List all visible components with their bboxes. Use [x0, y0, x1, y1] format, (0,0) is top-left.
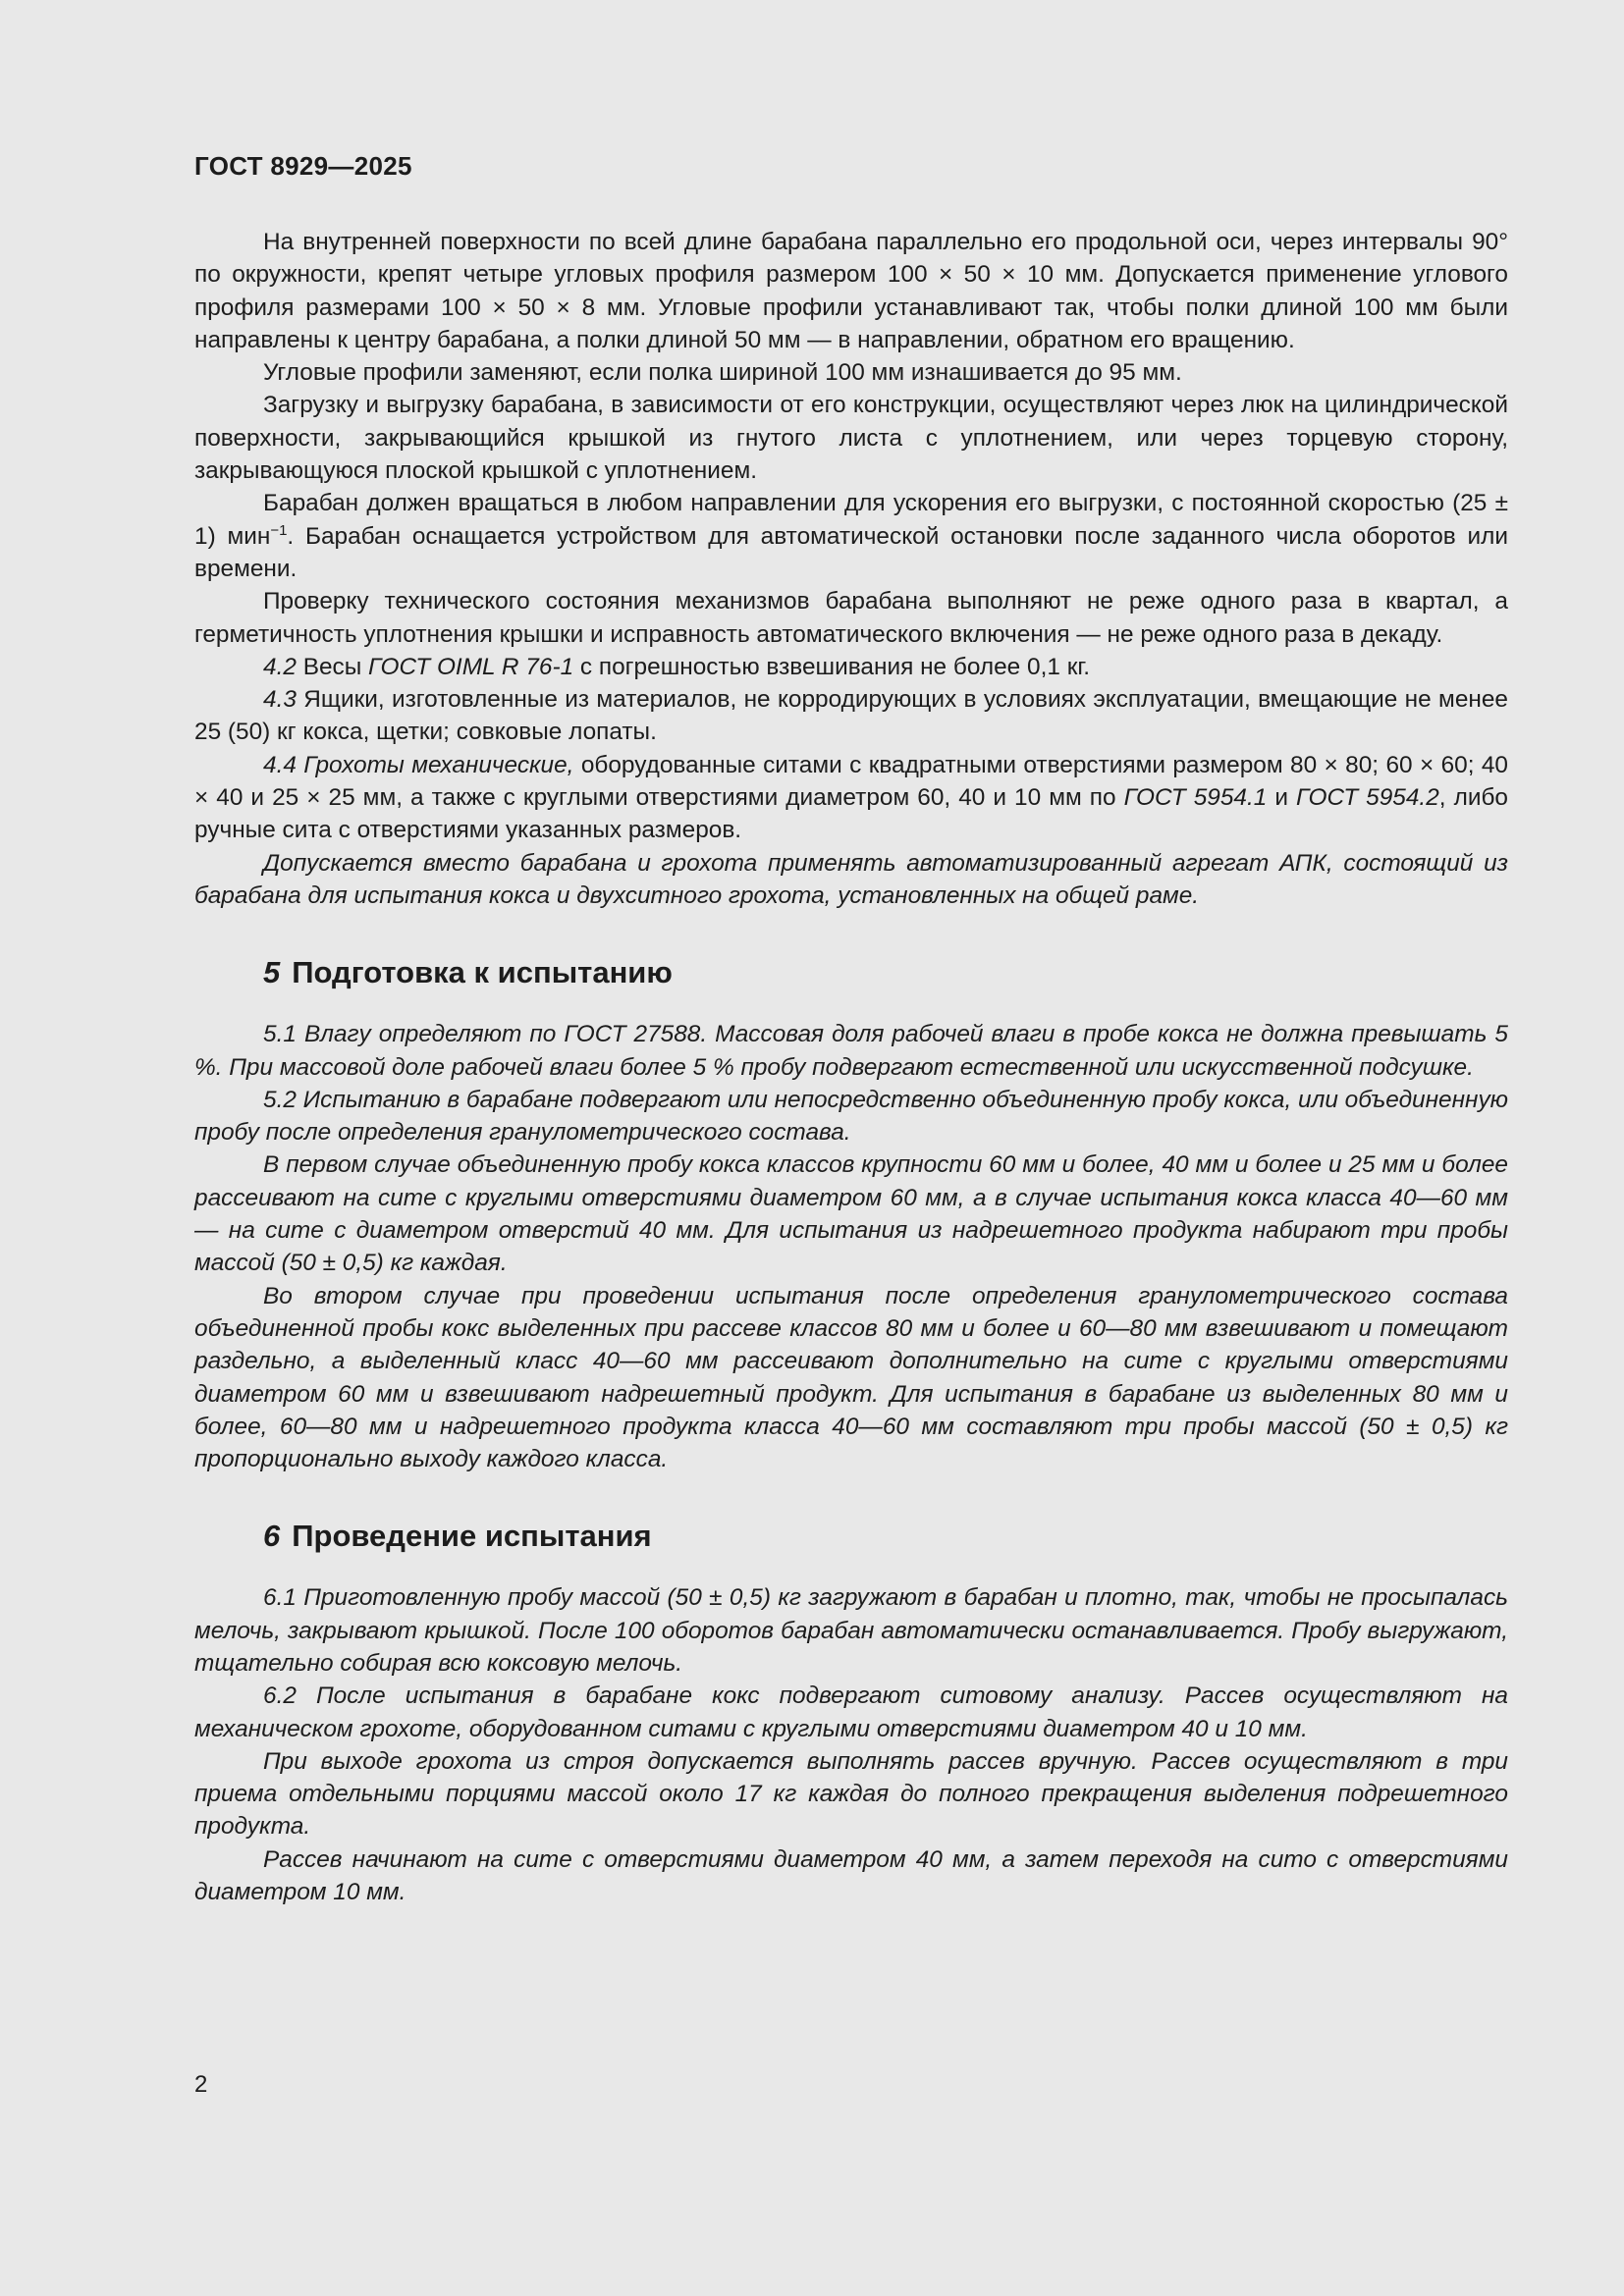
- paragraph-6-2: 6.2 После испытания в барабане кокс подвергают ситовому анализу. Рассев осуществляют на механическом грохоте, оборудованном ситами с круглыми отверстиями диаметром 40 и 10 мм.: [194, 1682, 1508, 1742]
- clause-term: Грохоты механические,: [296, 751, 574, 778]
- speed-text-after: . Барабан оснащается устройством для автоматической остановки после заданного числа оборотов или времени.: [194, 522, 1509, 582]
- document-header: ГОСТ 8929—2025: [194, 151, 412, 181]
- paragraph-5-2: 5.2 Испытанию в барабане подвергают или непосредственно объединенную пробу кокса, или объединенную пробу после определения гранулометрического состава.: [194, 1086, 1508, 1147]
- paragraph-4-3: [194, 683, 1508, 749]
- standard-reference: ГОСТ 5954.2: [1296, 784, 1439, 812]
- clause-number: 4.2: [263, 653, 297, 680]
- clause-number: 4.3: [263, 686, 297, 714]
- paragraph-profile-replacement: Угловые профили заменяют, если полка шириной 100 мм изнашивается до 95 мм.: [263, 359, 1182, 387]
- section-5-heading: [263, 953, 1508, 992]
- paragraph-4-2: [194, 651, 1508, 683]
- document-body: [194, 226, 1508, 1908]
- standard-reference: ГОСТ OIML R 76-1: [368, 653, 574, 680]
- section-6-heading: [263, 1517, 1508, 1556]
- paragraph-manual-sieving: При выходе грохота из строя допускается выполнять рассев вручную. Рассев осуществляют в три приема отдельными порциями массой около 17 кг каждая до полного прекращения выделения подрешетного продукта.: [194, 1747, 1508, 1841]
- clause-text: и: [1267, 784, 1297, 812]
- clause-text: Ящики, изготовленные из материалов, не корродирующих в условиях эксплуатации, вмещающие не менее 25 (50) кг кокса, щетки; совковые лопаты.: [194, 686, 1508, 746]
- paragraph-6-1: 6.1 Приготовленную пробу массой (50 ± 0,5) кг загружают в барабан и плотно, так, чтобы не просыпалась мелочь, закрывают крышкой. После 100 оборотов барабан автоматически останавливается. Пробу выгружают, тщательно собирая всю коксовую мелочь.: [194, 1584, 1508, 1677]
- paragraph-sieving-order: Рассев начинают на сите с отверстиями диаметром 40 мм, а затем переходя на сито с отверстиями диаметром 10 мм.: [194, 1845, 1508, 1906]
- clause-text: , либо ручные сита с отверстиями указанных размеров.: [194, 784, 1508, 844]
- section-number: 5: [263, 955, 281, 990]
- clause-text: с погрешностью взвешивания не более 0,1 кг.: [573, 653, 1091, 680]
- paragraph-first-case: В первом случае объединенную пробу кокса классов крупности 60 мм и более, 40 мм и более и 25 мм и более рассеивают на сите с круглыми отверстиями диаметром 60 мм, а в случае испытания кокса класса 40—60 мм — на сите с диаметром отверстий 40 мм. Для испытания из надрешетного продукта набирают три пробы массой (50 ± 0,5) кг каждая.: [194, 1151, 1508, 1277]
- page-number: 2: [194, 2071, 208, 2098]
- paragraph-4-4: [194, 749, 1508, 847]
- clause-text: оборудованные ситами с квадратными отверстиями размером 80 × 80; 60 × 60; 40 × 40 и 25 × 25 мм, а также с круглыми отверстиями диаметром 60, 40 и 10 мм по: [194, 751, 1508, 812]
- paragraph-angle-profiles: На внутренней поверхности по всей длине барабана параллельно его продольной оси, через интервалы 90° по окружности, крепят четыре угловых профиля размером 100 × 50 × 10 мм. Допускается применение углового профиля размерами 100 × 50 × 8 мм. Угловые профили устанавливают так, чтобы полки длиной 100 мм были направлены к центру барабана, а полки длиной 50 мм — в направлении, обратном его вращению.: [194, 229, 1508, 353]
- paragraph-technical-check: Проверку технического состояния механизмов барабана выполняют не реже одного раза в квартал, а герметичность уплотнения крышки и исправность автоматического включения — не реже одного раза в декаду.: [194, 588, 1508, 648]
- paragraph-apk-note: Допускается вместо барабана и грохота применять автоматизированный агрегат АПК, состоящий из барабана для испытания кокса и двухситного грохота, установленных на общей раме.: [194, 849, 1508, 909]
- speed-exponent: −1: [270, 521, 288, 539]
- paragraph-5-1: 5.1 Влагу определяют по ГОСТ 27588. Массовая доля рабочей влаги в пробе кокса не должна превышать 5 %. При массовой доле рабочей влаги более 5 % пробу подвергают естественной или искусственной подсушке.: [194, 1021, 1508, 1081]
- section-number: 6: [263, 1519, 281, 1554]
- standard-reference: ГОСТ 5954.1: [1123, 784, 1268, 812]
- paragraph-loading: Загрузку и выгрузку барабана, в зависимости от его конструкции, осуществляют через люк на цилиндрической поверхности, закрывающийся крышкой из гнутого листа с уплотнением, или через торцевую сторону, закрывающуюся плоской крышкой с уплотнением.: [194, 392, 1508, 485]
- speed-text: Барабан должен вращаться в любом направлении для ускорения его выгрузки, с постоянной скоростью (25 ± 1) мин: [194, 490, 1508, 550]
- section-title: Подготовка к испытанию: [292, 955, 673, 990]
- clause-number: 4.4: [263, 751, 297, 778]
- paragraph-second-case: Во втором случае при проведении испытания после определения гранулометрического состава объединенной пробы кокс выделенных при рассеве классов 80 мм и более и 60—80 мм взвешивают и помещают раздельно, а выделенный класс 40—60 мм рассеивают дополнительно на сите с круглыми отверстиями диаметром 60 мм и взвешивают надрешетный продукт. Для испытания в барабане из выделенных 80 мм и более, 60—80 мм и надрешетного продукта класса 40—60 мм составляют три пробы массой (50 ± 0,5) кг пропорционально выходу каждого класса.: [194, 1282, 1508, 1473]
- paragraph-rotation-speed: [194, 487, 1508, 585]
- clause-text: Весы: [296, 653, 369, 680]
- section-title: Проведение испытания: [292, 1519, 652, 1554]
